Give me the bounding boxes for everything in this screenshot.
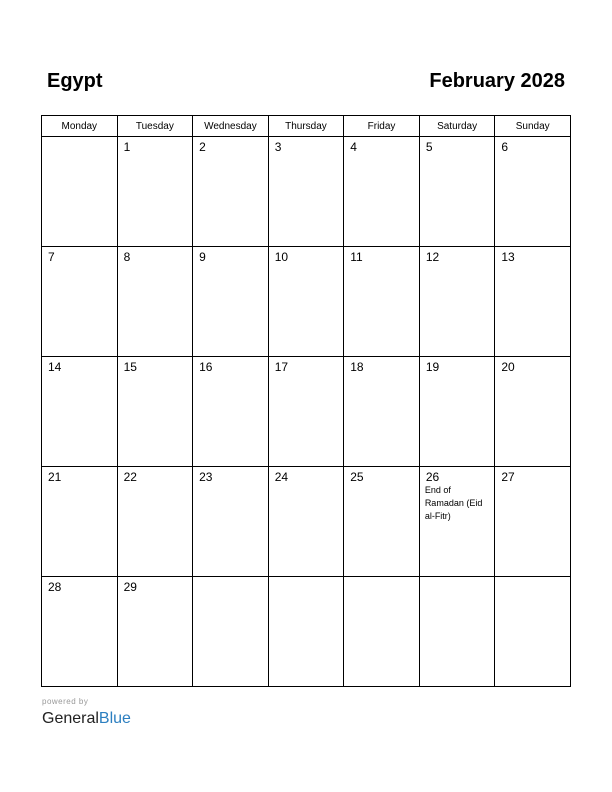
day-cell (419, 357, 495, 467)
weekday-tuesday: Tuesday (117, 116, 193, 137)
day-number: 24 (274, 470, 289, 484)
day-number: 10 (274, 250, 289, 264)
weekday-thursday: Thursday (268, 116, 344, 137)
logo-blue: Blue (98, 710, 131, 727)
day-number: 17 (274, 360, 289, 374)
week-row (42, 577, 571, 687)
day-cell (344, 137, 420, 247)
day-cell (42, 357, 118, 467)
day-cell (344, 247, 420, 357)
day-cell (117, 247, 193, 357)
day-number: 28 (48, 580, 62, 594)
day-cell (495, 247, 571, 357)
day-number: 21 (48, 470, 62, 484)
day-cell (419, 467, 495, 577)
day-cell (193, 247, 269, 357)
day-cell (193, 137, 269, 247)
weekday-sunday: Sunday (495, 116, 571, 137)
day-events (420, 484, 495, 523)
day-number: 27 (501, 470, 515, 484)
month-year-title: February 2028 (429, 70, 565, 92)
day-number: 12 (425, 250, 440, 264)
day-cell (193, 357, 269, 467)
country-title: Egypt (47, 70, 103, 92)
day-cell (117, 357, 193, 467)
weekday-friday: Friday (344, 116, 420, 137)
empty-day-cell (495, 577, 571, 687)
day-number: 4 (350, 140, 357, 154)
powered-by-text: powered by (42, 697, 89, 706)
day-number: 3 (274, 140, 282, 154)
footer (42, 697, 131, 729)
day-cell (344, 467, 420, 577)
empty-day-cell (419, 577, 495, 687)
day-number: 13 (501, 250, 515, 264)
day-number: 14 (48, 360, 62, 374)
day-cell (42, 247, 118, 357)
day-number: 16 (199, 360, 213, 374)
day-cell (42, 467, 118, 577)
calendar-grid (41, 115, 571, 687)
day-number: 2 (199, 140, 206, 154)
day-number: 22 (123, 470, 137, 484)
week-row (42, 247, 571, 357)
day-number: 9 (199, 250, 206, 264)
day-number: 7 (48, 250, 55, 264)
day-number: 29 (123, 580, 137, 594)
day-cell (419, 247, 495, 357)
day-cell (495, 357, 571, 467)
day-number: 18 (350, 360, 364, 374)
holiday-event: End of Ramadan (Eid al-Fitr) (424, 485, 483, 521)
day-cell (117, 137, 193, 247)
day-cell (419, 137, 495, 247)
empty-day-cell (268, 577, 344, 687)
week-row (42, 467, 571, 577)
week-row (42, 137, 571, 247)
weekday-monday: Monday (42, 116, 118, 137)
week-row (42, 357, 571, 467)
day-number: 15 (123, 360, 137, 374)
day-cell (117, 577, 193, 687)
day-number: 23 (199, 470, 213, 484)
day-number: 20 (501, 360, 515, 374)
day-cell (117, 467, 193, 577)
day-cell (42, 577, 118, 687)
day-number: 25 (350, 470, 364, 484)
day-cell (268, 137, 344, 247)
calendar-body (42, 137, 571, 687)
day-number: 1 (123, 140, 131, 154)
empty-day-cell (344, 577, 420, 687)
logo-general: General (42, 710, 99, 727)
day-number: 6 (501, 140, 509, 154)
weekday-saturday: Saturday (419, 116, 495, 137)
page-header (0, 70, 612, 100)
weekday-wednesday: Wednesday (193, 116, 269, 137)
empty-day-cell (42, 137, 118, 247)
day-cell (268, 247, 344, 357)
day-number: 19 (425, 360, 440, 374)
day-cell (268, 467, 344, 577)
day-cell (495, 467, 571, 577)
day-cell (193, 467, 269, 577)
day-number: 8 (123, 250, 131, 264)
day-cell (495, 137, 571, 247)
day-number: 11 (350, 250, 363, 264)
day-number: 26 (425, 470, 440, 484)
day-cell (344, 357, 420, 467)
generalblue-logo[interactable] (42, 709, 131, 729)
day-number: 5 (425, 140, 433, 154)
weekday-header-row (42, 116, 571, 137)
day-cell (268, 357, 344, 467)
empty-day-cell (193, 577, 269, 687)
